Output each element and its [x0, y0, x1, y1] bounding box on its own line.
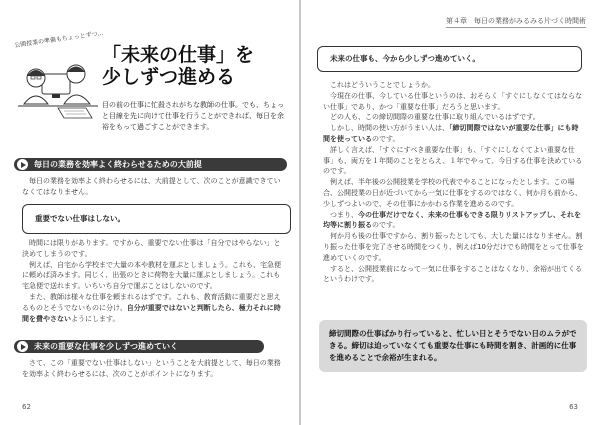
illustration-speech-text: 公開授業の準備もちょっとずつ…	[13, 29, 104, 50]
summary-box: 締切間際の仕事ばかり行っていると、忙しい日とそうでない日のムラができる。締切は迫っていなくても重要な仕事にも時間を割き、計画的に仕事を進めることで余裕が生まれる。	[319, 320, 587, 372]
page-number-left: 62	[22, 403, 31, 411]
key-point-box-1: 重要でない仕事はしない。	[22, 204, 291, 234]
section-heading-1: 毎日の業務を効率よく終わらせるための大前提	[14, 158, 287, 171]
key-point-box-2: 未来の仕事も、今から少しずつ進めていく。	[317, 46, 582, 72]
page-title: 「未来の仕事」を 少しずつ進める	[102, 44, 255, 88]
section2-text: さて、この「重要でない仕事はしない」ということを大前提として、毎日の業務を効率よく終わらせるには、次のことがポイントになります。	[22, 359, 281, 378]
section1-text: 毎日の業務を効率よく終わらせるには、大前提として、次のことが意識できていなくてはなりません。	[22, 177, 281, 196]
left-page	[0, 0, 299, 425]
section-heading-2: 未来の重要な仕事を少しずつ進めていく	[14, 340, 264, 353]
play-bullet-icon	[17, 159, 28, 170]
page-number-right: 63	[569, 403, 578, 411]
chapter-header: 第４章 毎日の業務がみるみる片づく時間術	[446, 16, 586, 28]
play-bullet-icon	[17, 341, 28, 352]
section1-body: 時間には限りがあります。ですから、重要でない仕事は「自分ではやらない」と決めてしまうのです。 例えば、自宅から学校まで大量の本や教材を運ぶとしましょう。これも、宅急便に頼めば済みます。同じく、出張のときに荷物を大量に運ぶとしましょう。これも宅急便で送れます。いちいち自分で運ぶことはしないのです。 また、教師は様々な仕事を頼まれるはずです。これも、教育活動に重要だと思えるものとそうでないものに分け、自分が重要ではないと判断したら、極力それに時間を費やさないようにします。	[22, 239, 281, 323]
right-body-text: これはどういうことでしょうか。 今現在の仕事、今している仕事というのは、おそらく「すぐにしなくてはならない仕事」であり、かつ「重要な仕事」だろうと思います。 どの人も、この締切間際の重要な仕事に取り組んでいるはずです。 しかし、時間の使い方がうまい人は、「締切間際ではないが重要な仕事」にも時間を使っているのです。 詳しく言えば、「すぐにすべき重要な仕事」も、「すぐにしなくてよい重要な仕事」も、両方を１年間のことをとらえ、１年でやって、今日する仕事を決めているのです。 例えば、半年後の公開授業を学校の代表でやることになったとします。この場合、公開授業の日が近づいてから一気に仕事をするのではなく、何か月も前から、少しずつよいので、その仕事にかかわる作業を進めるのです。 つまり、今の仕事だけでなく、未来の仕事もできる限りリストアップし、それを均等に割り振るのです。 何か月も後の仕事ですから、割り振ったとしても、大した量にはなりません。割り振った仕事を完了させる時間をつくり、例えば10分だけでも時間をとって仕事を進めていくのです。 すると、公開授業前になって一気に仕事をすることはなくなり、余裕が出てくるというわけです。	[323, 81, 584, 284]
intro-text: 目の前の仕事に忙殺されがちな教師の仕事。でも、ちょっと目線を先に向けて仕事を行うことができれば、毎日を余裕をもって過ごすことができます。	[102, 101, 284, 131]
right-page	[301, 0, 600, 425]
teachers-illustration	[14, 32, 100, 120]
